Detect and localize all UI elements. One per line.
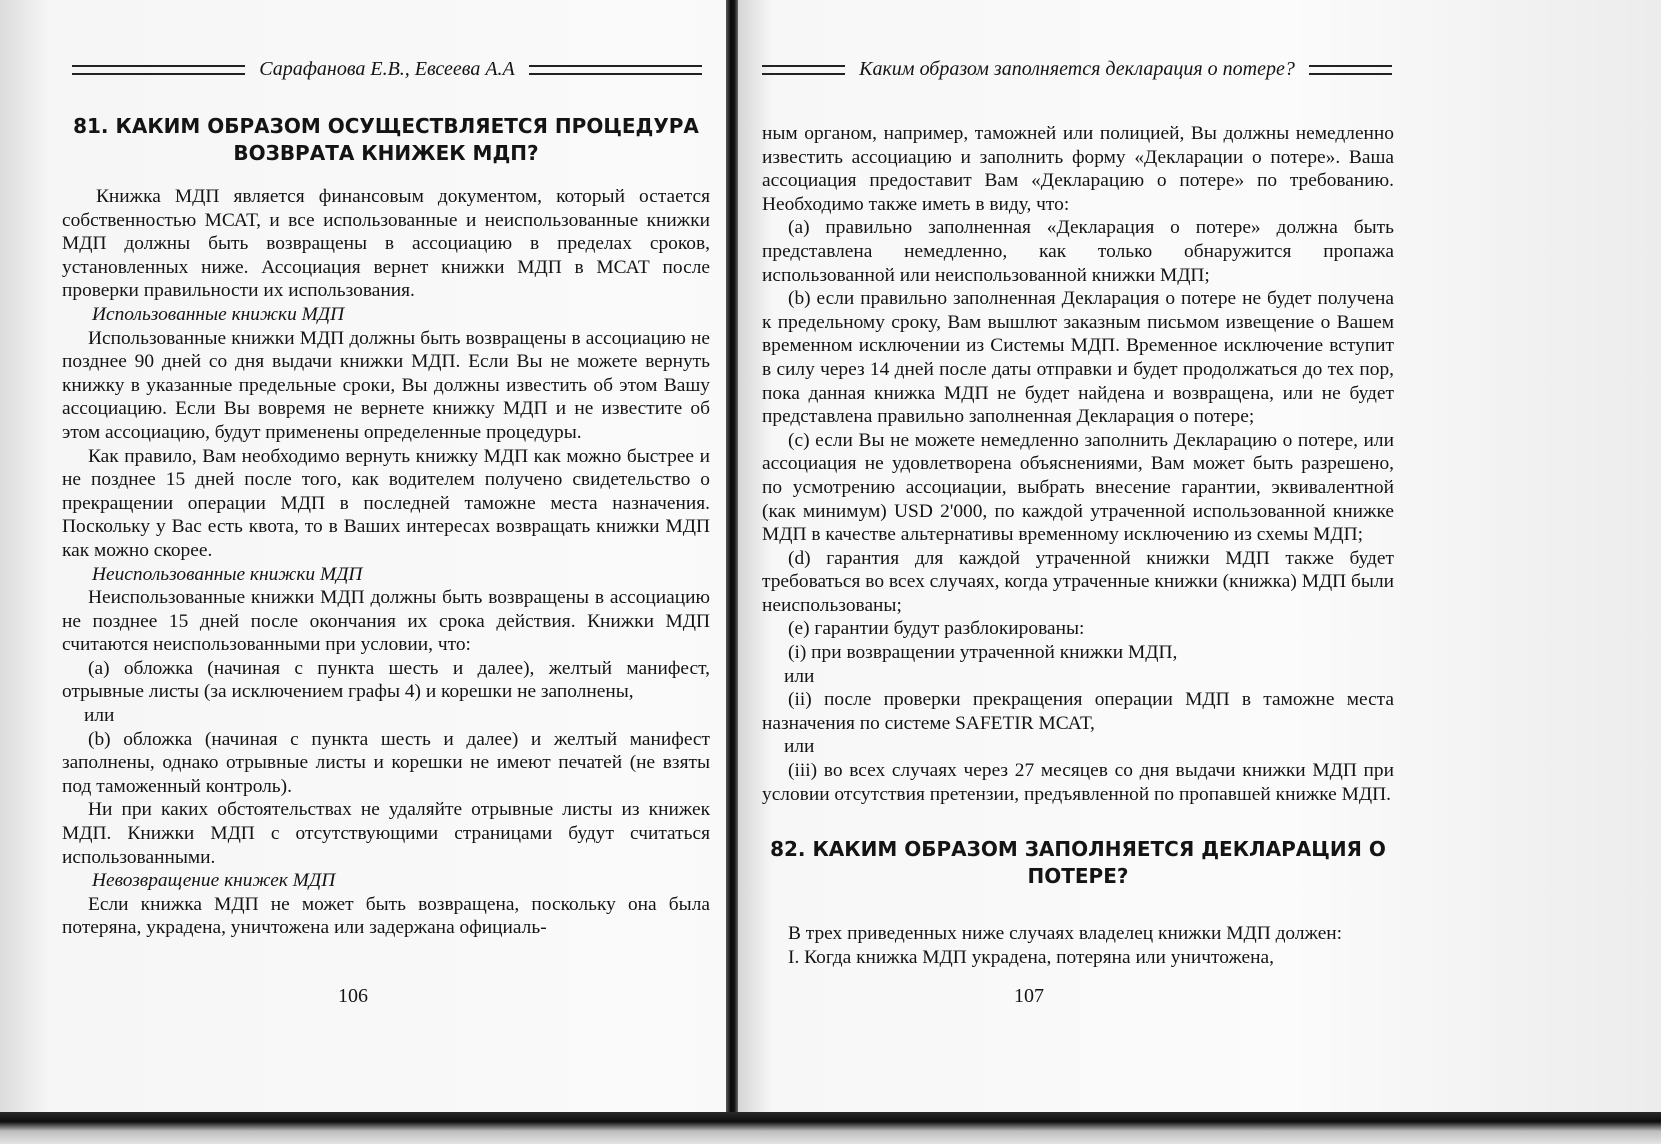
left-page-number: 106: [338, 985, 368, 1007]
list-item: (c) если Вы не можете немедленно заполнить Декларацию о потере, или ассоциация не удовлетворена объяснениями, Вам может быть разрешено, по усмотрению ассоциации, выбрать внесение гарантии, эквивалентной (как минимум) USD 2'000, по каждой утраченной использованной книжке МДП в качестве альтернативы временному исключению из схемы МДП;: [762, 429, 1394, 546]
or-line: или: [784, 665, 815, 687]
subheading-nonreturn: Невозвращение книжек МДП: [92, 870, 336, 892]
or-line: или: [84, 705, 115, 727]
right-page: [736, 0, 1661, 1120]
section-81-heading: 81. КАКИМ ОБРАЗОМ ОСУЩЕСТВЛЯЕТСЯ ПРОЦЕДУРА ВОЗВРАТА КНИЖЕК МДП?: [73, 114, 699, 165]
paragraph: Неиспользованные книжки МДП должны быть возвращены в ассоциацию не позднее 15 дней после окончания их срока действия. Книжки МДП считаются неиспользованными при условии, что:: [62, 587, 710, 656]
header-rule: [72, 65, 245, 75]
left-header-text: Сарафанова Е.В., Евсеева А.А: [259, 58, 515, 80]
paragraph: Книжка МДП является финансовым документом, который остается собственностью МСАТ, и все использованные и неиспользованные книжки МДП должны быть возвращены в ассоциацию в пределах сроков, установленных ниже. Ассоциация вернет книжки МДП в МСАТ после проверки правильности их использования.: [62, 186, 710, 302]
right-page-body: [762, 122, 1394, 969]
list-item: (b) если правильно заполненная Декларация о потере не будет получена к предельному сроку, Вам вышлют заказным письмом извещение о Вашем временном исключении из Системы МДП. Временное исключение вступит в силу через 14 дней после даты отправки и будет продолжаться до тех пор, пока данная книжка МДП не будет найдена и возвращена, или не будет представлена правильно заполненная Декларация о потере;: [762, 288, 1394, 428]
header-rule: [762, 65, 845, 75]
subheading-used-books: Использованные книжки МДП: [92, 303, 345, 325]
list-item: (b) обложка (начиная с пункта шесть и далее) и желтый манифест заполнены, однако отрывные листы и корешки не имеют печатей (не взяты под таможенный контроль).: [62, 728, 710, 797]
paragraph: Ни при каких обстоятельствах не удаляйте отрывные листы из книжек МДП. Книжки МДП с отсутствующими страницами будут считаться использованными.: [62, 799, 710, 868]
list-item: (a) обложка (начиная с пункта шесть и далее), желтый манифест, отрывные листы (за исключением графы 4) и корешки не заполнены,: [62, 657, 710, 703]
right-running-head: [762, 58, 1392, 81]
list-item: (iii) во всех случаях через 27 месяцев со дня выдачи книжки МДП при условии отсутствия претензии, предъявленной по пропавшей книжке МДП.: [762, 760, 1394, 805]
right-page-number: 107: [1014, 985, 1044, 1007]
book-gutter: [726, 0, 738, 1130]
or-line: или: [784, 736, 815, 758]
left-running-head: [72, 58, 702, 81]
right-header-text: Каким образом заполняется декларация о потере?: [859, 58, 1295, 80]
scan-bottom-edge: [0, 1112, 1661, 1144]
left-page: [0, 0, 736, 1120]
header-rule: [1309, 65, 1392, 75]
paragraph: ным органом, например, таможней или полицией, Вы должны немедленно известить ассоциацию и заполнить форму «Декларации о потере». Ваша ассоциация предоставит Вам «Декларацию о потере» по требованию. Необходимо также иметь в виду, что:: [762, 123, 1394, 215]
list-item: (ii) после проверки прекращения операции МДП в таможне места назначения по системе SAFETIR МСАТ,: [762, 689, 1394, 734]
list-item: (a) правильно заполненная «Декларация о потере» должна быть представлена немедленно, как только обнаружится пропажа использованной или неиспользованной книжки МДП;: [762, 217, 1394, 286]
list-item: (e) гарантии будут разблокированы:: [788, 618, 1085, 640]
paragraph: Использованные книжки МДП должны быть возвращены в ассоциацию не позднее 90 дней со дня выдачи книжки МДП. Если Вы не можете вернуть книжку в указанные предельные сроки, Вы должны известить об этом Вашу ассоциацию. Если Вы вовремя не вернете книжку МДП и не известите об этом ассоциацию, будут применены определенные процедуры.: [62, 327, 710, 443]
subheading-unused-books: Неиспользованные книжки МДП: [92, 563, 363, 585]
list-item: I. Когда книжка МДП украдена, потеряна или уничтожена,: [788, 946, 1274, 968]
header-rule: [529, 65, 702, 75]
left-page-body: [62, 113, 710, 940]
list-item: (i) при возвращении утраченной книжки МДП,: [788, 642, 1178, 664]
paragraph: Если книжка МДП не может быть возвращена, поскольку она была потеряна, украдена, уничтожена или задержана официаль-: [62, 893, 710, 939]
list-item: (d) гарантия для каждой утраченной книжки МДП также будет требоваться во всех случаях, когда утраченные книжки (книжка) МДП были неиспользованы;: [762, 547, 1394, 616]
paragraph: В трех приведенных ниже случаях владелец книжки МДП должен:: [788, 923, 1343, 945]
paragraph: Как правило, Вам необходимо вернуть книжку МДП как можно быстрее и не позднее 15 дней после того, как водителем получено свидетельство о прекращении операции МДП в последней таможне места назначения. Поскольку у Вас есть квота, то в Ваших интересах возвращать книжки МДП как можно скорее.: [62, 445, 710, 561]
section-82-heading: 82. КАКИМ ОБРАЗОМ ЗАПОЛНЯЕТСЯ ДЕКЛАРАЦИЯ О ПОТЕРЕ?: [770, 837, 1386, 889]
